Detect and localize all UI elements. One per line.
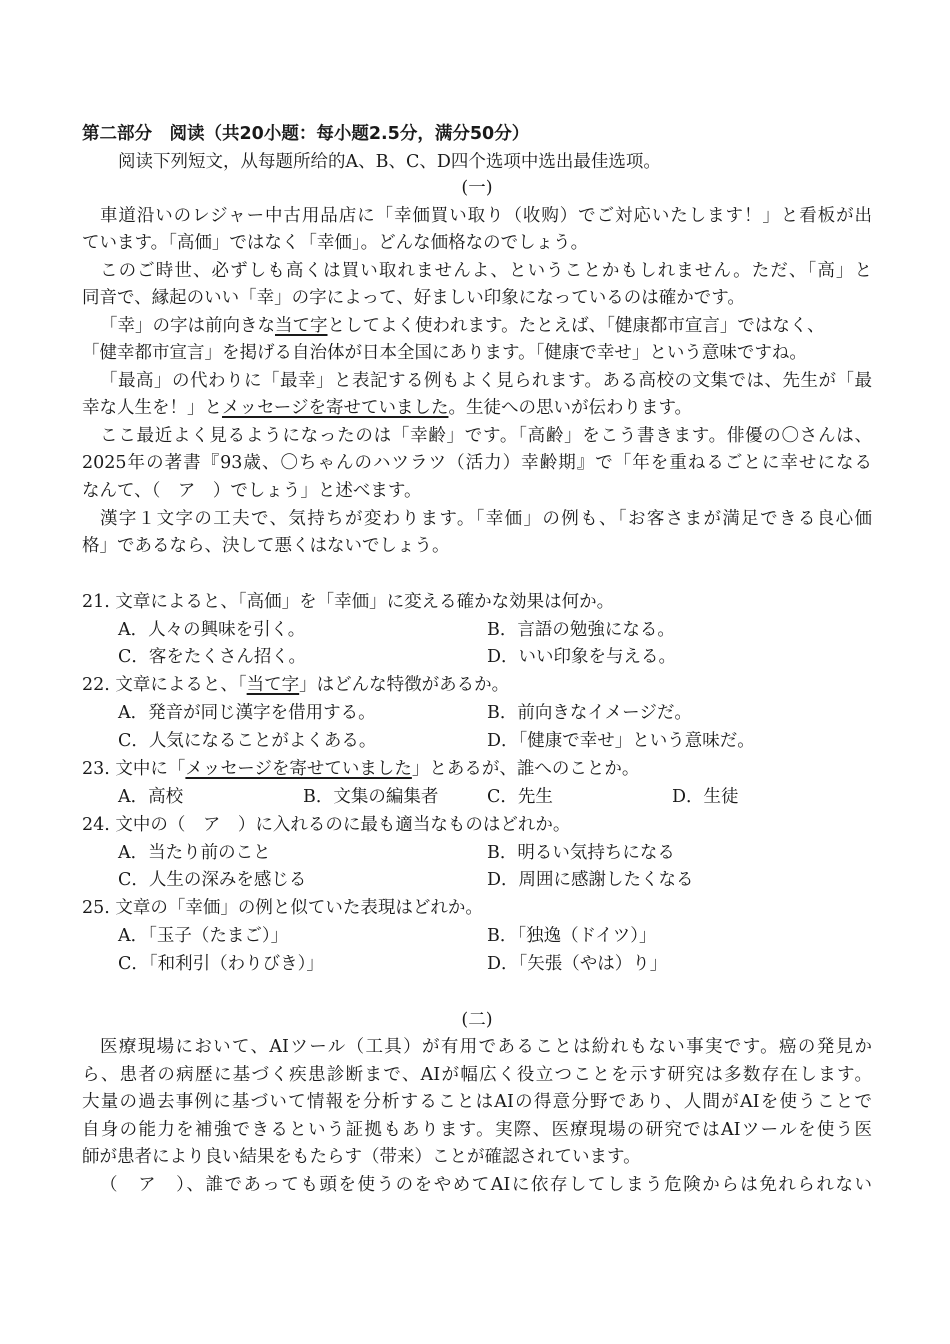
passage-2-line: 師が患者により良い結果をもたらす（带来）ことが確認されています。 (82, 1147, 641, 1167)
passage-2-line: （ ア ）、誰であっても頭を使うのをやめてAIに依存してしまう危険からは免れられない (100, 1175, 872, 1195)
passage-1-line (100, 314, 872, 338)
text-span: 23. 文中に「 (82, 759, 186, 779)
question-21-option-a: A．人々の興味を引く。 (118, 620, 306, 640)
question-25-option-d: D．「矢張（やは）り」 (487, 954, 668, 974)
question-25-option-b: B．「独逸（ドイツ）」 (487, 926, 657, 946)
passage-1-line: このご時世、必ずしも高くは買い取れませんよ、ということかもしれません。ただ、「高」と (100, 261, 872, 281)
question-25-option-a: A．「玉子（たまご）」 (118, 926, 289, 946)
question-22-option-a: A．発音が同じ漢字を借用する。 (118, 703, 376, 723)
text-span: 幸な人生を！」と (82, 398, 222, 418)
passage-2-line: 医療現場において、AIツール（工具）が有用であることは紛れもない事実です。癌の発見か (100, 1037, 872, 1057)
underlined-phrase: メッセージを寄せていました (185, 759, 412, 779)
question-21-option-c: C．客をたくさん招く。 (118, 647, 307, 667)
passage-1-line: ています。「高価」ではなく「幸価」。どんな価格なのでしょう。 (82, 233, 589, 253)
passage-2-label: (二) (461, 1010, 493, 1030)
passage-1-line: ここ最近よく見るようになったのは「幸齢」です。「高齢」をこう書きます。俳優の〇さんは、 (100, 426, 872, 446)
text-span: 「幸」の字は前向きな (100, 316, 275, 336)
passage-1-line: 「健幸都市宣言」を掲げる自治体が日本全国にあります。「健康で幸せ」という意味ですね。 (82, 343, 807, 363)
section-title: 第二部分 阅读（共20小题：每小题2.5分，满分50分） (82, 124, 530, 144)
passage-1-label: (一) (461, 178, 493, 198)
passage-1-line: 「最高」の代わりに「最幸」と表記する例もよく見られます。ある高校の文集では、先生が「最 (100, 371, 872, 391)
question-24-stem: 24. 文中の（ ア ）に入れるのに最も適当なものはどれか。 (82, 815, 571, 835)
passage-1-line: なんて、（ ア ）でしょう」と述べます。 (82, 481, 422, 501)
passage-1-line (82, 396, 872, 420)
question-23-stem (82, 757, 872, 781)
question-21-option-d: D．いい印象を与える。 (487, 647, 677, 667)
question-25-option-c: C．「和利引（わりびき）」 (118, 954, 324, 974)
text-span: としてよく使われます。たとえば、「健康都市宣言」ではなく、 (327, 316, 825, 336)
text-span: 。生徒への思いが伝わります。 (448, 398, 693, 418)
question-24-option-a: A．当たり前のこと (118, 843, 271, 863)
question-22-option-c: C．人気になることがよくある。 (118, 731, 377, 751)
passage-2-line: ら、患者の病歴に基づく疾患診断まで、AIが幅広く役立つことを示す研究は多数存在します。 (82, 1065, 872, 1085)
question-24-option-d: D．周囲に感謝したくなる (487, 870, 694, 890)
text-span: 」はどんな特徴があるか。 (299, 675, 510, 695)
question-21-stem: 21. 文章によると、「高価」を「幸価」に変える確かな効果は何か。 (82, 592, 615, 612)
question-23-option-a: A．高校 (118, 787, 184, 807)
underlined-phrase-message: メッセージを寄せていました (222, 398, 449, 418)
instruction: 阅读下列短文，从每题所给的A、B、C、D四个选项中选出最佳选项。 (118, 152, 661, 172)
question-24-option-b: B．明るい気持ちになる (487, 843, 675, 863)
text-span: 」とあるが、誰へのことか。 (411, 759, 640, 779)
passage-1-line: 格」であるなら、決して悪くはないでしょう。 (82, 536, 450, 556)
question-22-option-d: D．「健康で幸せ」という意味だ。 (487, 731, 755, 751)
question-23-option-c: C．先生 (487, 787, 553, 807)
question-23-option-d: D．生徒 (672, 787, 739, 807)
question-22-option-b: B．前向きなイメージだ。 (487, 703, 692, 723)
question-22-stem (82, 673, 872, 697)
text-span: 22. 文章によると、「 (82, 675, 247, 695)
underlined-term: 当て字 (246, 675, 300, 695)
passage-2-line: 大量の過去事例に基づいて情報を分析することはAIの得意分野であり、人間がAIを使うことで (82, 1092, 872, 1112)
question-21-option-b: B．言語の勉強になる。 (487, 620, 675, 640)
question-25-stem: 25. 文章の「幸価」の例と似ていた表現はどれか。 (82, 898, 483, 918)
passage-1-line: 同音で、縁起のいい「幸」の字によって、好ましい印象になっているのは確かです。 (82, 288, 745, 308)
underlined-term-ateji: 当て字 (275, 316, 328, 336)
passage-1-line: 2025年の著書『93歳、〇ちゃんのハツラツ（活力）幸齢期』で「年を重ねるごとに幸せになる (82, 453, 872, 473)
question-23-option-b: B．文集の編集者 (303, 787, 439, 807)
passage-1-line: 車道沿いのレジャー中古用品店に「幸価買い取り（收购）でご対応いたします！」と看板が出 (100, 206, 872, 226)
passage-2-line: 自身の能力を補強できるという証拠もあります。実際、医療現場の研究ではAIツールを使う医 (82, 1120, 872, 1140)
question-24-option-c: C．人生の深みを感じる (118, 870, 307, 890)
passage-1-line: 漢字１文字の工夫で、気持ちが変わります。「幸価」の例も、「お客さまが満足できる良心価 (100, 509, 872, 529)
